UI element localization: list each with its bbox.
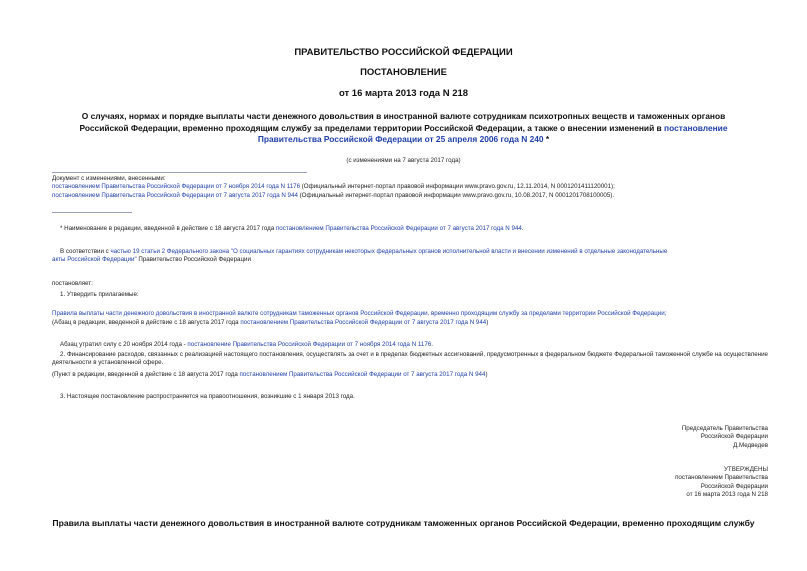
- change-link-1176[interactable]: постановлением Правительства Российской Федерации от 7 ноября 2014 года N 1176: [52, 183, 301, 191]
- title-link-1[interactable]: постановление: [664, 122, 728, 133]
- changes-heading: Документ с изменениями, внесенными:: [52, 175, 166, 182]
- title-line-3: Правительства Российской Федерации от 25 апреля 2006 года N 240 *: [257, 134, 550, 144]
- change-link-944[interactable]: постановлением Правительства Российской Федерации от 7 августа 2017 года N 944: [52, 191, 298, 199]
- rules-title: Правила выплаты части денежного довольствия в иностранной валюте сотрудникам таможенных органов Российской Федерации, временно проходящим службу: [52, 518, 755, 528]
- revision-note: (с изменениями на 7 августа 2017 года): [346, 157, 461, 164]
- paragraph-2: 2. Финансирование расходов, связанных с реализацией настоящего постановления, осуществлять за счет и в пределах бюджетных ассигнований, предусмотренных в федеральном бюджете Федеральной таможенной службе на осуществление деятельности в установленной сфере.: [52, 351, 768, 367]
- title-line-1: О случаях, нормах и порядке выплаты части денежного довольствия в иностранной валюте сотрудникам психотропных веществ и таможенных органов: [81, 111, 726, 121]
- decrees-label: постановляет:: [52, 280, 93, 287]
- document-type: ПОСТАНОВЛЕНИЕ: [360, 67, 447, 78]
- paragraph-1-note: (Абзац в редакции, введенной в действие с 18 августа 2017 года постановлением Правительства Российской Федерации от 7 августа 2017 года N 944): [52, 319, 489, 326]
- lost-force-note: Абзац утратил силу с 20 ноября 2014 года - постановление Правительства Российской Федерации от 7 ноября 2014 года N 1176.: [60, 341, 433, 348]
- divider: [52, 212, 132, 213]
- change-item: постановлением Правительства Российской Федерации от 7 августа 2017 года N 944 (Официальный интернет-портал правовой информации www.pravo.gov.ru, 10.08.2017, N 0001201708100005).: [52, 191, 615, 199]
- signature-name: Д.Медведев: [733, 441, 768, 449]
- lost-force-link[interactable]: постановление Правительства Российской Федерации от 7 ноября 2014 года N 1176: [187, 341, 432, 348]
- divider: [52, 172, 307, 173]
- paragraph-1: 1. Утвердить прилагаемые:: [60, 291, 139, 298]
- document-title: [20, 111, 787, 146]
- footnote-link[interactable]: постановлением Правительства Российской Федерации от 7 августа 2017 года N 944: [275, 225, 522, 232]
- footnote: * Наименование в редакции, введенной в действие с 18 августа 2017 года постановлением Правительства Российской Федерации от 7 августа 2017 года N 944.: [60, 225, 524, 232]
- title-line-2: Российской Федерации, временно проходящим службу за пределами территории Российской Федерации, а также о внесении изменений в постановление: [79, 122, 728, 133]
- change-item: постановлением Правительства Российской Федерации от 7 ноября 2014 года N 1176 (Официальный интернет-портал правовой информации www.pravo.gov.ru, 12.11.2014, N 0001201411120001);: [52, 183, 615, 191]
- preamble-law-link[interactable]: частью 19 статьи 2 Федерального закона "О социальных гарантиях сотрудникам некоторых федеральных органов исполнительной власти и внесении изменений в отдельные законодательные: [110, 248, 668, 255]
- approval-block: УТВЕРЖДЕНЫ постановлением Правительства Российской Федерации от 16 марта 2013 года N 218: [500, 466, 768, 500]
- signature-position: Председатель Правительства: [681, 425, 768, 432]
- approval-label: УТВЕРЖДЕНЫ: [724, 466, 768, 473]
- rules-link[interactable]: Правила выплаты части денежного довольствия в иностранной валюте сотрудникам таможенных органов Российской Федерации, временно проходящим службу за пределами территории Российской Федерации;: [52, 310, 667, 317]
- paragraph-3: 3. Настоящее постановление распространяется на правоотношения, возникшие с 1 января 2013 года.: [60, 393, 355, 400]
- document-date: от 16 марта 2013 года N 218: [338, 88, 469, 99]
- preamble: В соответствии с частью 19 статьи 2 Федерального закона "О социальных гарантиях сотрудникам некоторых федеральных органов исполнительной власти и внесении изменений в отдельные законодательные акты Российской Федерации" Правительство Российской Федерации: [52, 248, 668, 264]
- p2-note-link[interactable]: постановлением Правительства Российской Федерации от 7 августа 2017 года N 944: [239, 371, 486, 378]
- government-heading: ПРАВИТЕЛЬСТВО РОССИЙСКОЙ ФЕДЕРАЦИИ: [294, 47, 513, 58]
- signature-country: Российской Федерации: [700, 433, 768, 441]
- preamble-law-link-cont[interactable]: акты Российской Федерации": [52, 256, 137, 264]
- p1-note-link[interactable]: постановлением Правительства Российской Федерации от 7 августа 2017 года N 944: [240, 319, 487, 326]
- paragraph-2-note: (Пункт в редакции, введенной в действие с 18 августа 2017 года постановлением Правительства Российской Федерации от 7 августа 2017 года N 944): [52, 371, 488, 378]
- title-link-2[interactable]: Правительства Российской Федерации от 25 апреля 2006 года N 240: [257, 134, 544, 144]
- changes-block: [52, 175, 782, 200]
- signature-block: [500, 425, 768, 450]
